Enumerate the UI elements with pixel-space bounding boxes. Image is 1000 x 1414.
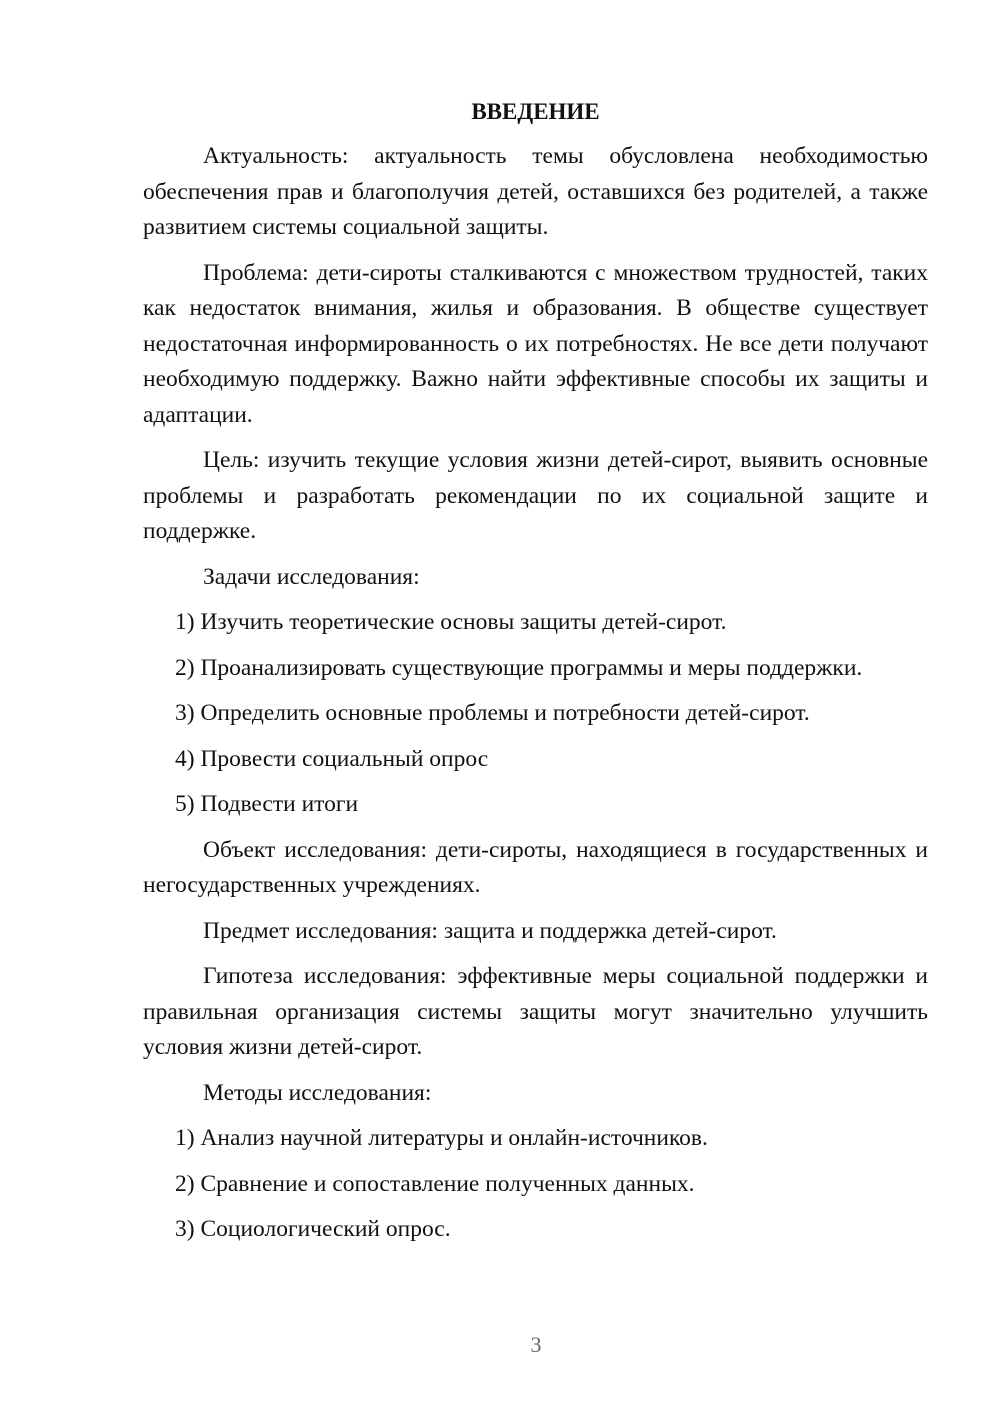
task-item: 1) Изучить теоретические основы защиты детей-сирот. — [175, 609, 727, 635]
goal-paragraph: Цель: изучить текущие условия жизни детей-сирот, выявить основные проблемы и разработать рекомендации по их социальной защите и поддержке. — [143, 447, 928, 544]
task-item: 3) Определить основные проблемы и потребности детей-сирот. — [175, 700, 810, 726]
hypothesis-paragraph: Гипотеза исследования: эффективные меры социальной поддержки и правильная организация системы защиты могут значительно улучшить условия жизни детей-сирот. — [143, 963, 928, 1060]
tasks-heading: Задачи исследования: — [203, 563, 420, 590]
task-item: 2) Проанализировать существующие программы и меры поддержки. — [175, 654, 863, 681]
methods-list — [143, 1121, 928, 1248]
methods-heading: Методы исследования: — [203, 1079, 432, 1106]
document-body — [143, 94, 928, 1258]
page-number: 3 — [530, 1332, 542, 1357]
method-item: 2) Сравнение и сопоставление полученных данных. — [175, 1170, 695, 1197]
method-item: 3) Социологический опрос. — [175, 1216, 451, 1242]
method-item: 1) Анализ научной литературы и онлайн-источников. — [175, 1125, 708, 1151]
task-item: 4) Провести социальный опрос — [175, 745, 489, 772]
object-paragraph: Объект исследования: дети-сироты, находящиеся в государственных и негосударственных учреждениях. — [143, 836, 928, 898]
subject-paragraph: Предмет исследования: защита и поддержка детей-сирот. — [203, 917, 777, 944]
task-item: 5) Подвести итоги — [175, 791, 359, 817]
problem-paragraph: Проблема: дети-сироты сталкиваются с множеством трудностей, таких как недостаток внимания, жилья и образования. В обществе существует недостаточная информированность о их потребностях. Не все дети получают необходимую поддержку. Важно найти эффективные способы их защиты и адаптации. — [143, 259, 928, 428]
relevance-paragraph: Актуальность: актуальность темы обусловлена необходимостью обеспечения прав и благополучия детей, оставшихся без родителей, а также развитием системы социальной защиты. — [143, 143, 928, 240]
section-title: ВВЕДЕНИЕ — [471, 99, 600, 124]
tasks-list — [143, 605, 928, 823]
